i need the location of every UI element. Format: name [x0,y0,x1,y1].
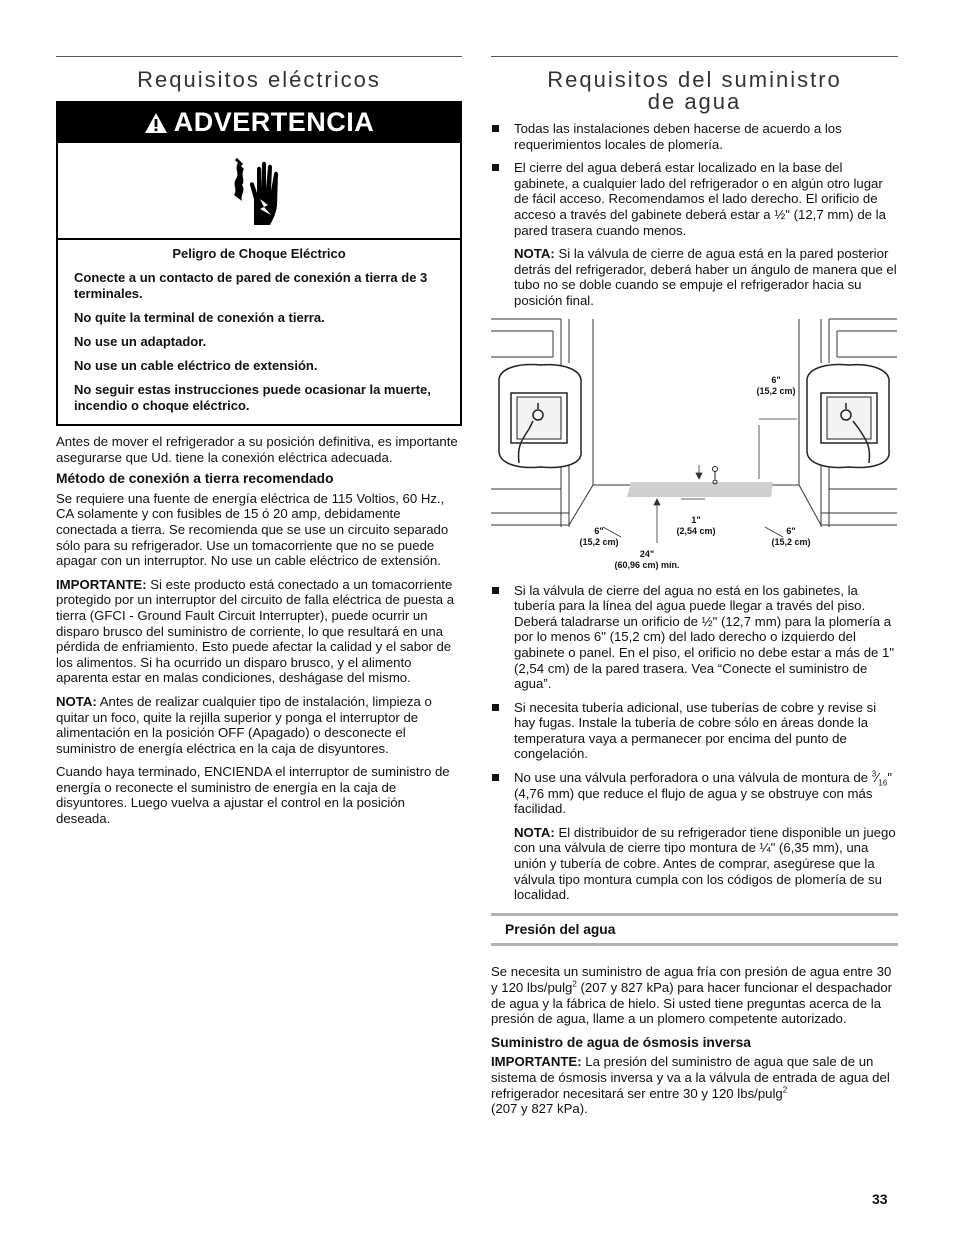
dim-label-text: 6" [594,525,604,536]
water-bullets-top [491,121,898,238]
reverse-osmosis-paragraph [491,1054,898,1116]
right-column [491,56,898,1117]
left-valve-panel [499,364,581,467]
dim-label-width [591,549,703,571]
water-line-marker [713,466,718,484]
warning-line: No seguir estas instrucciones puede ocasionar la muerte, incendio o choque eléctrico. [74,382,431,413]
warning-line: No use un cable eléctrico de extensión. [74,358,318,373]
note-label: NOTA: [514,246,555,262]
bullet-item: El cierre del agua deberá estar localizado en la base del gabinete, a cualquier lado del refrigerador o en algún otro lugar de fácil acceso. Recomendamos el lado derecho. El orificio de acceso a través del gabinete deberá estar a ½" (12,7 mm) de la pared trasera cuando menos. [491,160,898,238]
top-rule [491,56,898,57]
note-label: NOTA: [514,824,555,840]
important-paragraph [56,577,462,686]
note-saddle-valve [491,825,898,903]
page-number: 33 [872,1191,888,1207]
superscript: 2 [782,1085,788,1095]
warning-body [58,240,460,424]
fraction-numerator: 3 [871,769,877,779]
water-pressure-heading: Presión del agua [491,913,898,947]
reverse-osmosis-heading: Suministro de agua de ósmosis inversa [491,1034,751,1050]
note-label: NOTA: [56,693,97,709]
dim-label-text: 6" [786,525,796,536]
note-text: El distribuidor de su refrigerador tiene disponible un juego con una válvula de cierre tipo montura de ¼" (6,35 mm), una unión y tubería de cobre. Antes de comprar, asegúrese que la válvula tipo montura cumpla con los códigos de plomería de su localidad. [514,824,896,903]
dim-label-bottom-right [767,526,815,548]
important-label: IMPORTANTE: [56,576,147,592]
installation-diagram [491,317,897,570]
dim-label-text: (15,2 cm) [756,385,796,396]
bullet-item: Si necesita tubería adicional, use tuberías de cobre y revise si hay fugas. Instale la tubería de cobre sólo en áreas donde la temperatura vaya a permanecer por encima del punto de congelación. [491,700,898,762]
paragraph-text: Se necesita un suministro de agua fría con presión de agua entre 30 y 120 lbs/pulg [491,964,892,995]
water-supply-title-line1: Requisitos del suministro [547,67,842,92]
warning-triangle-icon [144,112,168,134]
bullet-item: No use una válvula perforadora o una válvula de montura de $^3⁄_{16}$" (4,76 mm) que reduce el flujo de agua y se obstruye con más facilidad. [491,770,898,817]
bullet-text: " (4,76 mm) que reduce el flujo de agua y se obstruye con más facilidad. [514,770,893,817]
water-bullets-bottom [491,583,898,817]
paragraph-text: (207 y 827 kPa) para hacer funcionar el despachador de agua y la fábrica de hielo. Si usted tiene preguntas acerca de la presión de agua, llame a un plomero competente autorizado. [491,980,893,1027]
bullet-text: No use una válvula perforadora o una válvula de montura de [514,770,872,786]
dim-label-text: (60,96 cm) mín. [614,559,680,570]
warning-icon-area [58,143,460,240]
grounding-method-heading: Método de conexión a tierra recomendado [56,471,334,487]
electrical-requirements-title: Requisitos eléctricos [137,67,381,92]
note-text: Antes de realizar cualquier tipo de instalación, limpieza o quitar un foco, quite la rejilla superior y ponga el interruptor de alimentación en la posición OFF (Apagado) o desconecte el suministro de energía eléctrica en la caja de disyuntores. [56,693,432,756]
dim-label-text: 24" [639,548,655,559]
water-supply-title [491,69,898,113]
paragraph-text: La presión del suministro de agua que sale de un sistema de ósmosis inversa y va a la válvula de entrada de agua del refrigerador necesitará ser entre 30 y 120 lbs/pulg [491,1054,890,1101]
dim-label-text: (15,2 cm) [579,536,619,547]
dim-label-text: 6" [771,374,781,385]
dim-label-text: (15,2 cm) [771,536,811,547]
note-text: Si la válvula de cierre de agua está en la pared posterior detrás del refrigerador, deberá haber un ángulo de manera que el tubo no se doble cuando se empuje el refrigerador hacia su posición final. [514,246,897,308]
dim-label-top-right [753,375,799,397]
paragraph-text: (207 y 827 kPa). [491,1101,588,1117]
dim-label-text: (2,54 cm) [676,525,716,536]
warning-header-text: ADVERTENCIA [173,107,375,138]
electrical-intro: Antes de mover el refrigerador a su posición definitiva, es importante asegurarse que Ud. tiene la conexión eléctrica adecuada. [56,434,458,465]
warning-line: Conecte a un contacto de pared de conexión a tierra de 3 terminales. [74,270,428,301]
final-paragraph: Cuando haya terminado, ENCIENDA el interruptor de suministro de energía o reconecte el suministro de energía en la caja de disyuntores. Luego vuelva a ajustar el control en la posición deseada. [56,764,450,827]
note-shutoff-valve [491,246,898,308]
note-paragraph [56,694,462,756]
superscript: 2 [572,979,577,989]
top-rule [56,56,462,57]
warning-header [58,103,460,143]
important-label: IMPORTANTE: [491,1054,582,1070]
right-valve-panel [807,364,889,467]
water-supply-title-line2: de agua [647,89,742,114]
dim-label-depth [671,515,721,537]
warning-line: No use un adaptador. [74,334,207,349]
fraction-denominator: 16 [878,778,888,788]
bullet-item: Si la válvula de cierre del agua no está en los gabinetes, la tubería para la línea del agua puede llegar a través del piso. Deberá taladrarse un orificio de ½" (12,7 mm) para la plomería a por lo menos 6" (15,2 cm) del lado derecho o izquierdo del gabinete o panel. En el piso, el orificio no debe estar a más de 1" (2,54 cm) de la pared trasera. Vea “Conecte el suministro de agua”. [491,583,898,692]
dim-label-text: 1" [691,514,701,525]
left-column [56,56,462,827]
warning-line: No quite la terminal de conexión a tierra. [74,310,325,325]
water-pressure-paragraph [491,964,898,1026]
warning-line-title: Peligro de Choque Eléctrico [172,246,346,261]
warning-box [56,101,462,426]
electric-shock-hand-icon [224,155,294,227]
bullet-item: Todas las instalaciones deben hacerse de acuerdo a los requerimientos locales de plomería. [491,121,898,152]
dim-label-bottom-left [575,526,623,548]
important-text: Si este producto está conectado a un tomacorriente protegido por un interruptor del circuito de falla eléctrica de puesta a tierra (GFCI - Ground Fault Circuit Interrupter), puede ocurrir un disparo brusco del suministro de corriente, lo que resultará en una pérdida de enfriamiento. Esto puede afectar la calidad y el sabor de los alimentos. Si ha ocurrido un disparo brusco, y el alimento aparenta estar en malas condiciones, deshágase del mismo. [56,576,455,686]
grounding-paragraph: Se requiere una fuente de energía eléctrica de 115 Voltios, 60 Hz., CA solamente y con fusibles de 15 ó 20 amp, debidamente conectada a tierra. Se recomienda que se use un circuito separado sólo para su refrigerador. Use un tomacorriente que no se puede apagar con un interruptor. No use un cable eléctrico de extensión. [56,490,449,569]
